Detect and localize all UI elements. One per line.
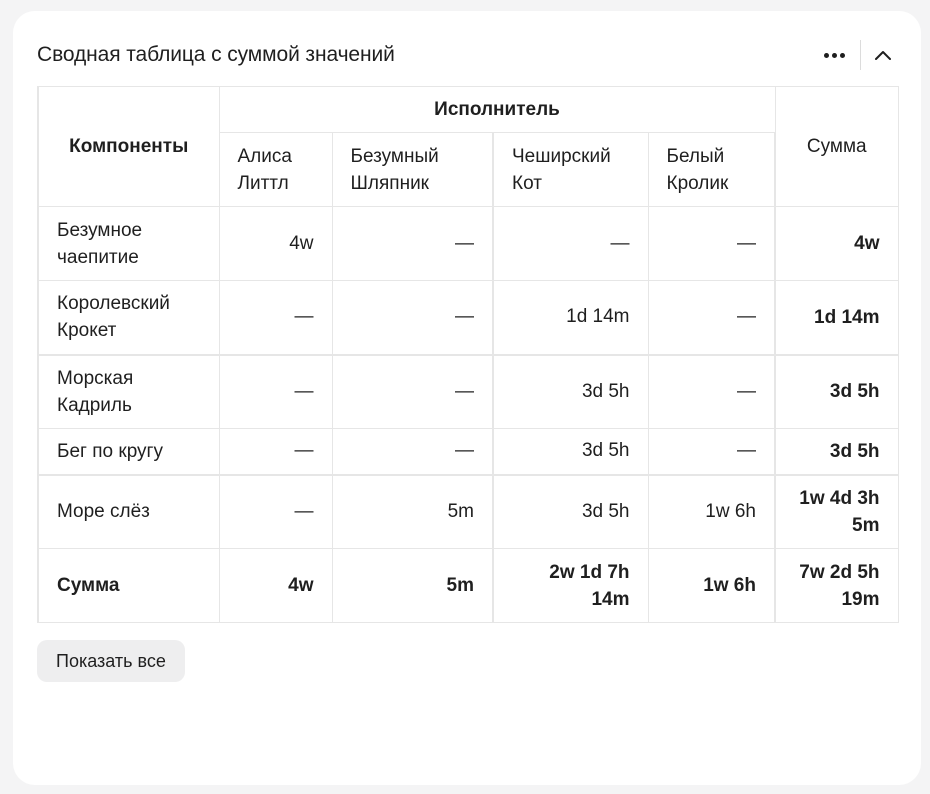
column-header: Алиса Литтл — [219, 133, 332, 207]
table-cell: — — [493, 207, 648, 281]
total-cell: 5m — [332, 549, 493, 623]
grand-total-cell: 7w 2d 5h 19m — [775, 549, 898, 623]
table-cell: — — [219, 281, 332, 355]
row-sum-cell: 4w — [775, 207, 898, 281]
chevron-up-icon — [874, 49, 892, 61]
widget-title: Сводная таблица с суммой значений — [37, 43, 395, 66]
table-cell: — — [648, 429, 775, 475]
table-cell: 1w 6h — [648, 475, 775, 549]
collapse-button[interactable] — [869, 40, 897, 70]
pivot-table-widget — [13, 11, 921, 785]
sum-column-header: Сумма — [775, 87, 898, 207]
table-cell: — — [219, 475, 332, 549]
more-dot — [840, 53, 845, 58]
show-all-button[interactable]: Показать все — [37, 640, 185, 682]
total-row — [38, 549, 898, 623]
table-row — [38, 475, 898, 549]
performer-group-header: Исполнитель — [219, 87, 775, 133]
table-cell: — — [648, 207, 775, 281]
table-cell: 3d 5h — [493, 355, 648, 429]
row-sum-cell: 3d 5h — [775, 355, 898, 429]
row-label: Морская Кадриль — [38, 355, 219, 429]
table-cell: 1d 14m — [493, 281, 648, 355]
table-row — [38, 355, 898, 429]
table-cell: — — [332, 207, 493, 281]
row-label: Море слёз — [38, 475, 219, 549]
widget-header — [37, 41, 897, 71]
table-cell: 3d 5h — [493, 429, 648, 475]
total-cell: 4w — [219, 549, 332, 623]
row-sum-cell: 3d 5h — [775, 429, 898, 475]
more-options-button[interactable] — [817, 40, 851, 70]
table-row — [38, 281, 898, 355]
column-header: Безумный Шляпник — [332, 133, 493, 207]
header-divider — [860, 40, 861, 70]
table-cell: — — [219, 355, 332, 429]
table-cell: — — [332, 355, 493, 429]
table-cell: — — [648, 281, 775, 355]
row-label: Безумное чаепитие — [38, 207, 219, 281]
total-cell: 1w 6h — [648, 549, 775, 623]
pivot-table — [37, 86, 899, 623]
table-cell: — — [219, 429, 332, 475]
table-row — [38, 429, 898, 475]
column-header: Белый Кролик — [648, 133, 775, 207]
more-dot — [832, 53, 837, 58]
table-cell: — — [648, 355, 775, 429]
row-label: Королевский Крокет — [38, 281, 219, 355]
total-row-label: Сумма — [38, 549, 219, 623]
table-cell: — — [332, 429, 493, 475]
row-sum-cell: 1d 14m — [775, 281, 898, 355]
table-cell: 4w — [219, 207, 332, 281]
table-cell: — — [332, 281, 493, 355]
table-cell: 5m — [332, 475, 493, 549]
row-label: Бег по кругу — [38, 429, 219, 475]
column-header: Чеширский Кот — [493, 133, 648, 207]
components-header: Компоненты — [38, 87, 219, 207]
more-horizontal-icon — [824, 53, 829, 58]
table-row — [38, 207, 898, 281]
table-cell: 3d 5h — [493, 475, 648, 549]
row-sum-cell: 1w 4d 3h 5m — [775, 475, 898, 549]
total-cell: 2w 1d 7h 14m — [493, 549, 648, 623]
